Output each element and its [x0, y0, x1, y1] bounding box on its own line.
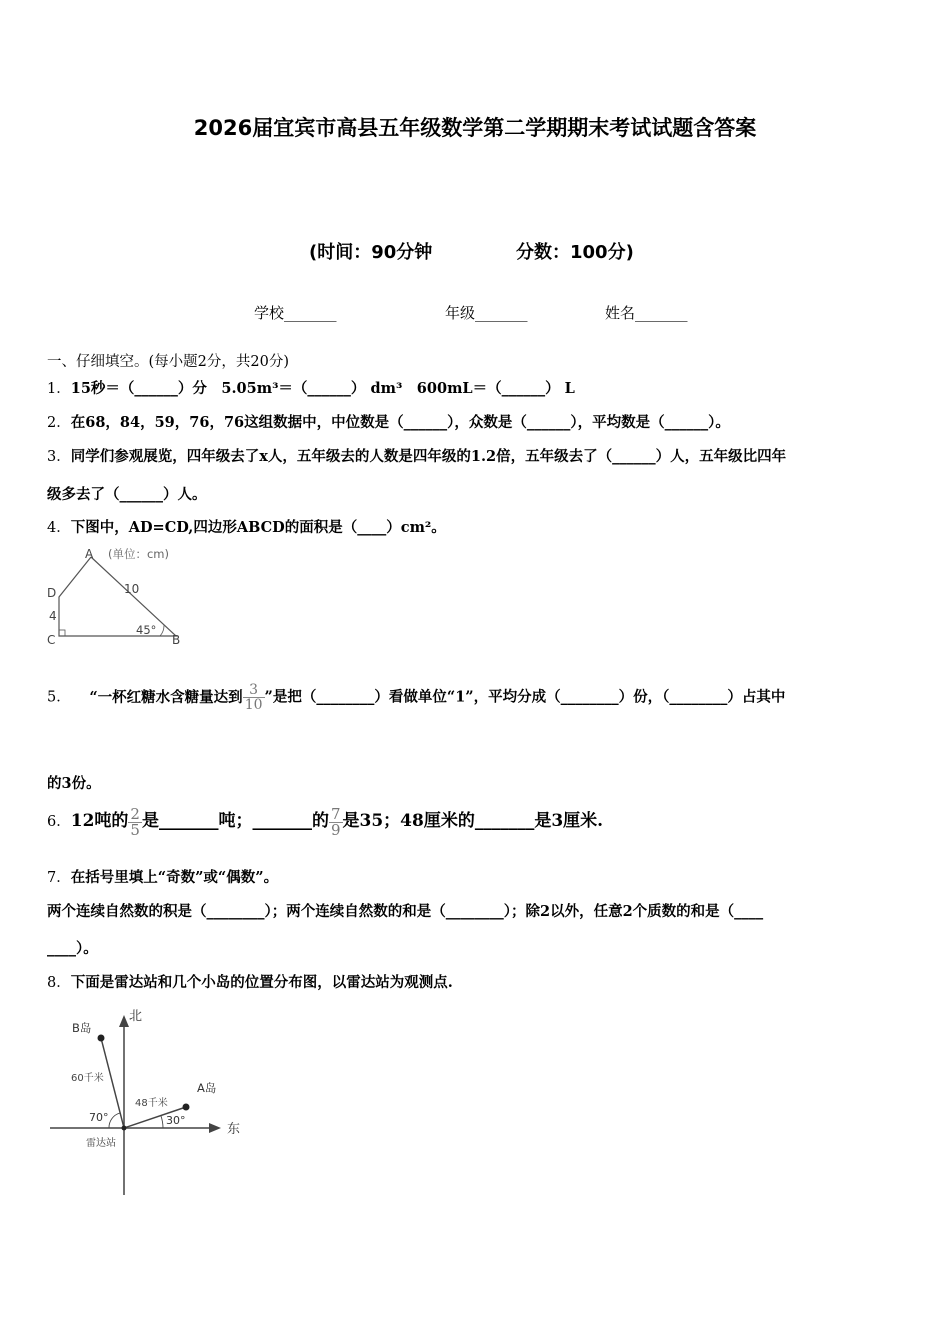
- exam-time: (时间：90分钟: [309, 242, 433, 263]
- question-7: [47, 866, 278, 887]
- fraction-2-5: [128, 804, 142, 839]
- grade-field: 年级_______: [445, 304, 528, 322]
- vertex-d-label: D: [47, 586, 57, 600]
- question-3: [47, 445, 786, 466]
- school-field: 学校_______: [254, 304, 337, 322]
- question-number: 8．: [47, 975, 71, 991]
- question-number: 5．: [47, 689, 71, 706]
- radar-station-label: 雷达站: [86, 1138, 116, 1149]
- b-island-point: [98, 1035, 105, 1042]
- fraction-7-9: [329, 804, 343, 839]
- fraction-3-10: [243, 683, 265, 712]
- question-5-continued: 的3份。: [47, 775, 101, 792]
- question-text: 在68，84，59，76，76这组数据中，中位数是（______），众数是（______），平均数是（______）。: [70, 414, 730, 431]
- east-label: 东: [227, 1122, 241, 1137]
- question-text: 15秒＝（______）分 5.05m³＝（______） dm³ 600mL＝（______） L: [70, 380, 575, 397]
- fraction-denominator: 10: [244, 697, 263, 713]
- angle-b-label: 70°: [89, 1111, 109, 1124]
- question-text: “一杯红糖水含糖量达到: [89, 688, 243, 706]
- question-text-continued: ”是把（________）看做单位“1”，平均分成（________）份，（________）占其中: [264, 688, 786, 706]
- question-number: 6．: [47, 814, 71, 830]
- b-island-label: B岛: [72, 1021, 92, 1035]
- a-island-point: [183, 1104, 190, 1111]
- right-angle-mark: [59, 630, 65, 636]
- fraction-numerator: 3: [243, 683, 265, 698]
- question-4: [47, 516, 446, 537]
- question-3-continued: 级多去了（______）人。: [47, 486, 207, 503]
- question-text: 同学们参观展览，四年级去了x人，五年级去的人数是四年级的1.2倍，五年级去了（______）人，五年级比四年: [70, 448, 787, 465]
- fraction-denominator: 9: [330, 820, 341, 839]
- unit-label: (单位：cm): [108, 547, 169, 561]
- page-title: 2026届宜宾市高县五年级数学第二学期期末考试试题含答案: [193, 116, 757, 140]
- radar-map-figure: [45, 1003, 255, 1203]
- question-7-line2: 两个连续自然数的积是（________）；两个连续自然数的和是（________）；除2以外，任意2个质数的和是（____: [47, 903, 764, 920]
- angle-a-arc: [161, 1116, 163, 1128]
- side-dc-label: 4: [49, 609, 57, 623]
- question-text: 下图中，AD=CD,四边形ABCD的面积是（____）cm²。: [70, 519, 446, 536]
- question-number: 7．: [47, 870, 71, 886]
- fraction-numerator: 7: [330, 804, 341, 823]
- question-2: [47, 411, 730, 432]
- angle-arc: [160, 625, 164, 636]
- question-number: 4．: [47, 520, 71, 536]
- question-8: [47, 971, 453, 992]
- a-island-label: A岛: [197, 1081, 217, 1095]
- fraction-denominator: 5: [130, 820, 140, 839]
- question-5: [47, 683, 785, 712]
- question-number: 1．: [47, 381, 71, 397]
- north-label: 北: [129, 1009, 143, 1024]
- angle-a-label: 30°: [166, 1114, 186, 1127]
- quadrilateral-figure: [40, 540, 200, 650]
- east-arrow-icon: [209, 1123, 221, 1133]
- angle-b-arc: [109, 1113, 120, 1128]
- quadrilateral-outline: [59, 557, 176, 636]
- vertex-a-label: A: [85, 547, 94, 561]
- question-text: 下面是雷达站和几个小岛的位置分布图，以雷达站为观测点.: [70, 974, 453, 991]
- side-ab-label: 10: [124, 582, 140, 596]
- question-6: [47, 806, 603, 838]
- vertex-c-label: C: [47, 633, 56, 647]
- fraction-numerator: 2: [130, 804, 140, 823]
- question-number: 3．: [47, 449, 71, 465]
- question-number: 2．: [47, 415, 71, 431]
- exam-score: 分数：100分): [516, 242, 634, 263]
- north-arrow-icon: [119, 1015, 129, 1027]
- question-7-line3: ____）。: [47, 940, 98, 957]
- angle-b-label: 45°: [136, 623, 157, 637]
- distance-a-label: 48千米: [135, 1098, 168, 1109]
- distance-b-label: 60千米: [71, 1073, 104, 1084]
- question-text-part2: 是_______吨；_______的: [141, 811, 329, 831]
- vertex-b-label: B: [172, 633, 181, 647]
- question-text-part3: 是35；48厘米的_______是3厘米.: [342, 811, 604, 831]
- radar-station-point: [122, 1126, 127, 1131]
- question-text: 在括号里填上“奇数”或“偶数”。: [70, 869, 279, 886]
- section-heading: 一、仔细填空。(每小题2分，共20分): [47, 354, 289, 370]
- question-text: 12吨的: [70, 811, 129, 831]
- name-field: 姓名_______: [605, 304, 688, 322]
- question-1: [47, 377, 575, 398]
